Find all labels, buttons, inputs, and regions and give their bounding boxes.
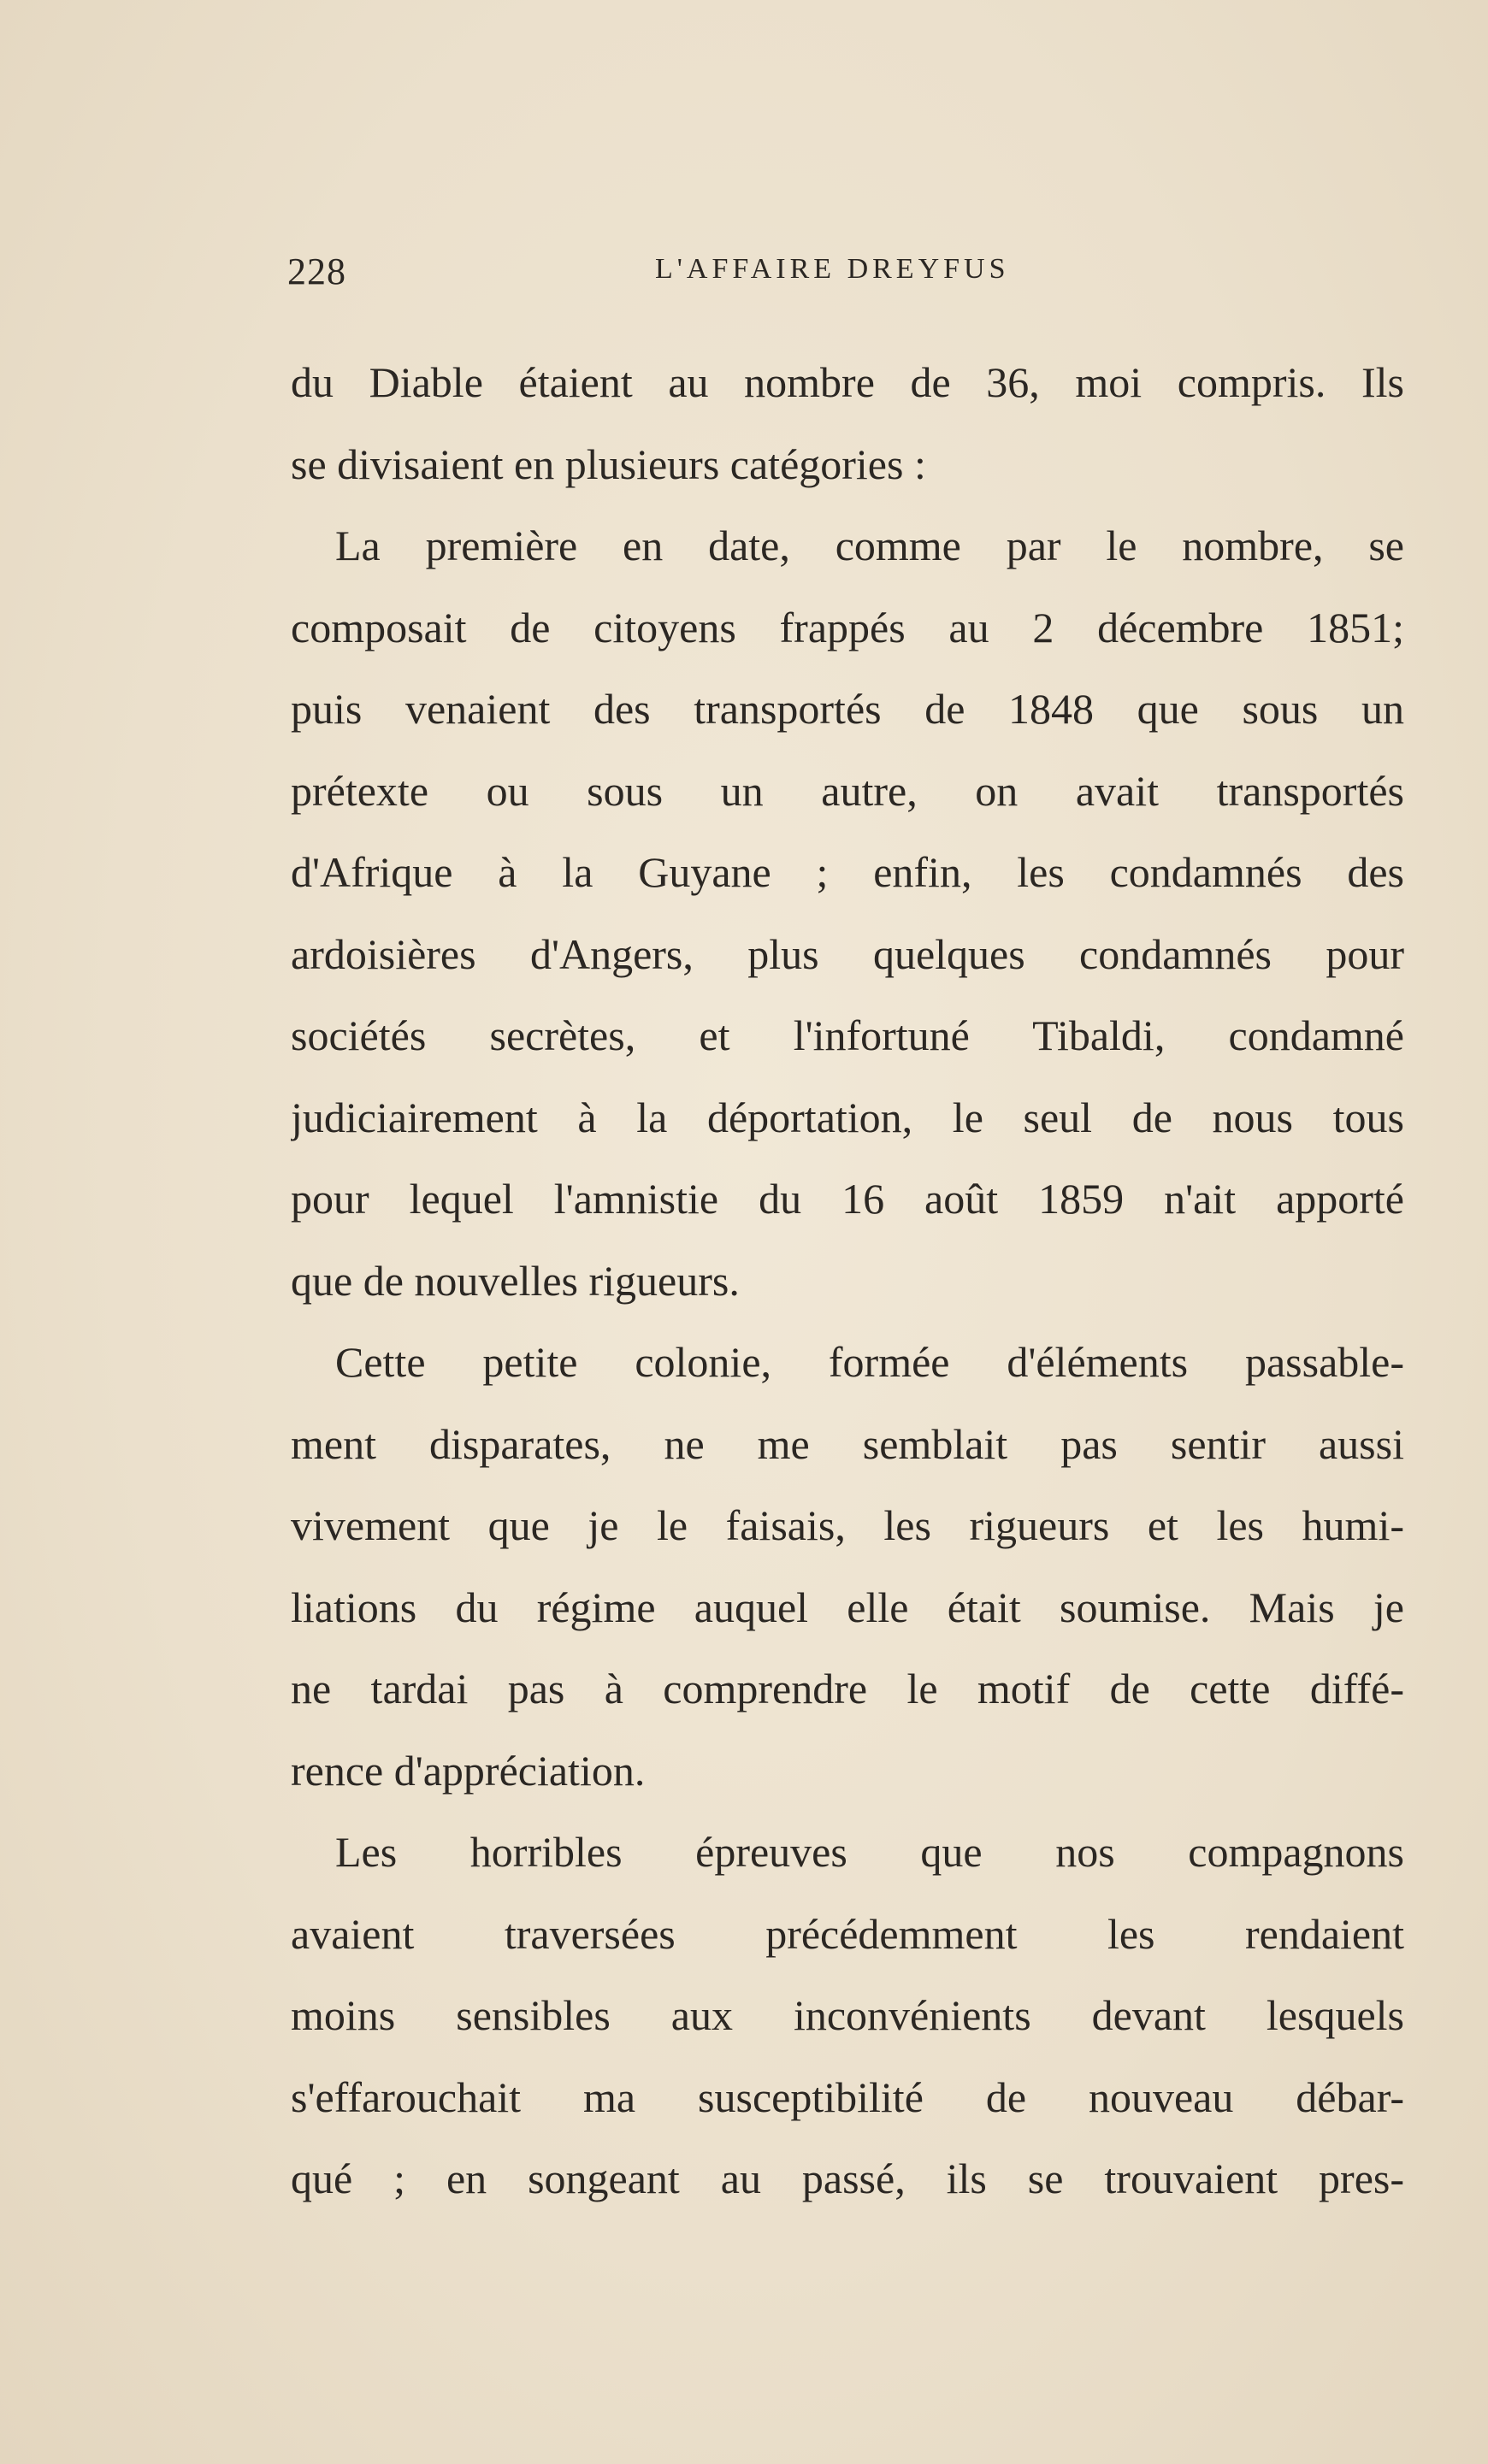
running-title: L'AFFAIRE DREYFUS — [655, 253, 1010, 285]
text-line: Les horribles épreuves que nos compagnons — [335, 1828, 1404, 1876]
text-line: que de nouvelles rigueurs. — [291, 1256, 740, 1305]
text-line: ment disparates, ne me semblait pas sentir aussi — [291, 1419, 1404, 1468]
text-line: du Diable étaient au nombre de 36, moi compris. Ils — [291, 358, 1404, 406]
page-header — [287, 250, 1202, 298]
text-line: prétexte ou sous un autre, on avait transportés — [291, 766, 1404, 815]
text-line: ne tardai pas à comprendre le motif de cette diffé- — [291, 1665, 1404, 1712]
text-line: vivement que je le faisais, les rigueurs et les humi- — [291, 1501, 1404, 1549]
text-line: ardoisières d'Angers, plus quelques condamnés pour — [291, 929, 1404, 978]
body-text — [291, 342, 1404, 2220]
text-line: La première en date, comme par le nombre, se — [335, 522, 1404, 569]
text-line: composait de citoyens frappés au 2 décembre 1851; — [291, 603, 1404, 651]
text-line: judiciairement à la déportation, le seul de nous tous — [291, 1093, 1404, 1141]
text-line: Cette petite colonie, formée d'éléments passable- — [335, 1338, 1404, 1386]
text-line: se divisaient en plusieurs catégories : — [291, 439, 926, 488]
text-line: s'effarouchait ma susceptibilité de nouveau débar- — [291, 2072, 1404, 2121]
text-line: pour lequel l'amnistie du 16 août 1859 n'ait apporté — [291, 1175, 1404, 1223]
text-line: d'Afrique à la Guyane ; enfin, les condamnés des — [291, 848, 1404, 896]
text-line: liations du régime auquel elle était soumise. Mais je — [291, 1583, 1404, 1631]
text-line: avaient traversées précédemment les rendaient — [291, 1909, 1404, 1958]
text-line: moins sensibles aux inconvénients devant lesquels — [291, 1991, 1404, 2039]
text-line: puis venaient des transportés de 1848 que sous un — [291, 685, 1404, 733]
text-line: sociétés secrètes, et l'infortuné Tibaldi, condamné — [291, 1011, 1404, 1059]
text-line: rence d'appréciation. — [291, 1746, 646, 1795]
text-line: qué ; en songeant au passé, ils se trouvaient pres- — [291, 2155, 1404, 2202]
page-number: 228 — [287, 251, 346, 292]
